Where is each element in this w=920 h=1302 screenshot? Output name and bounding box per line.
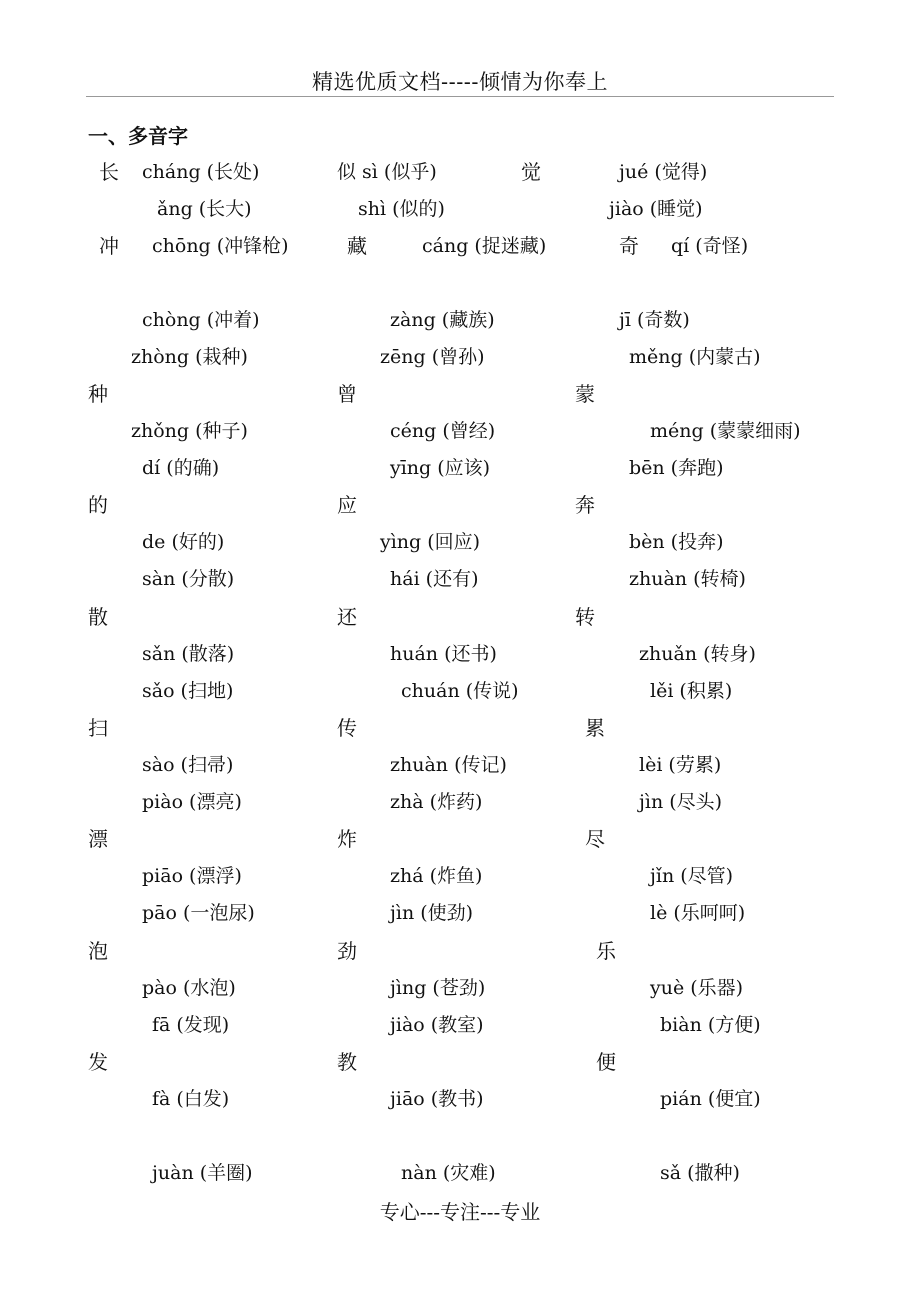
reading-entry: zhǒng (种子) (131, 420, 248, 442)
reading-entry: zhá (炸鱼) (390, 865, 483, 887)
reading-entry: pào (水泡) (142, 977, 236, 999)
reading-entry: jìn (尽头) (639, 791, 723, 813)
headword-le: 乐 (596, 939, 616, 963)
reading-entry: jiào (睡觉) (609, 198, 703, 220)
reading-entry: ǎng (长大) (157, 198, 252, 220)
reading-entry: pāo (一泡尿) (142, 902, 255, 924)
headword-zha: 炸 (337, 827, 357, 851)
headword-san: 散 (88, 605, 108, 629)
reading-entry: biàn (方便) (660, 1014, 761, 1036)
reading-entry: chòng (冲着) (142, 309, 260, 331)
reading-entry: cáng (捉迷藏) (422, 235, 547, 257)
reading-entry: 似 sì (似乎) (337, 161, 437, 183)
reading-entry: lèi (劳累) (639, 754, 722, 776)
reading-entry: shì (似的) (358, 198, 445, 220)
reading-entry: yìng (回应) (380, 531, 481, 553)
headword-hai: 还 (337, 605, 357, 629)
reading-entry: zàng (藏族) (390, 309, 495, 331)
headword-sao: 扫 (88, 716, 108, 740)
reading-entry: zēng (曾孙) (380, 346, 485, 368)
headword-de: 的 (88, 493, 108, 517)
reading-entry: sǎn (散落) (142, 643, 235, 665)
page-footer: 专心---专注---专业 (379, 1200, 541, 1224)
headword-zhong: 种 (88, 382, 108, 406)
headword-chuan: 传 (337, 716, 357, 740)
page-header: 精选优质文档-----倾情为你奉上 (312, 70, 608, 94)
reading-entry: zhuǎn (转身) (639, 643, 756, 665)
headword-jin: 尽 (585, 827, 605, 851)
headword-jiao: 教 (337, 1050, 357, 1074)
headword-chang: 长 (99, 160, 119, 184)
reading-entry: de (好的) (142, 531, 225, 553)
reading-entry: nàn (灾难) (401, 1162, 496, 1184)
headword-piao: 漂 (88, 827, 108, 851)
headword-ben: 奔 (575, 493, 595, 517)
reading-entry: sàn (分散) (142, 568, 235, 590)
reading-entry: fā (发现) (152, 1014, 230, 1036)
section-title: 一、多音字 (88, 124, 188, 148)
headword-chong: 冲 (99, 234, 119, 258)
reading-entry: sǎ (撒种) (660, 1162, 740, 1184)
reading-entry: sào (扫帚) (142, 754, 234, 776)
reading-entry: piāo (漂浮) (142, 865, 242, 887)
reading-entry: chōng (冲锋枪) (152, 235, 289, 257)
reading-entry: jìn (使劲) (390, 902, 474, 924)
reading-entry: zhuàn (转椅) (629, 568, 746, 590)
headword-ying: 应 (337, 493, 357, 517)
headword-jing: 劲 (337, 939, 357, 963)
reading-entry: jìng (苍劲) (390, 977, 486, 999)
headword-cang: 藏 (347, 234, 367, 258)
reading-entry: juàn (羊圈) (152, 1162, 253, 1184)
reading-entry: hái (还有) (390, 568, 479, 590)
reading-entry: yīng (应该) (390, 457, 491, 479)
reading-entry: jiāo (教书) (390, 1088, 484, 1110)
reading-entry: jué (觉得) (619, 161, 708, 183)
headword-bian: 便 (596, 1050, 616, 1074)
reading-entry: huán (还书) (390, 643, 497, 665)
reading-entry: bēn (奔跑) (629, 457, 724, 479)
reading-entry: zhà (炸药) (390, 791, 483, 813)
reading-entry: cháng (长处) (142, 161, 260, 183)
headword-meng: 蒙 (575, 382, 595, 406)
headword-fa: 发 (88, 1050, 108, 1074)
reading-entry: méng (蒙蒙细雨) (650, 420, 801, 442)
reading-entry: bèn (投奔) (629, 531, 724, 553)
reading-entry: pián (便宜) (660, 1088, 761, 1110)
reading-entry: céng (曾经) (390, 420, 496, 442)
reading-entry: jiào (教室) (390, 1014, 484, 1036)
reading-entry: chuán (传说) (401, 680, 519, 702)
reading-entry: lěi (积累) (650, 680, 733, 702)
reading-entry: zhòng (栽种) (131, 346, 248, 368)
headword-zhuan: 转 (575, 605, 595, 629)
reading-entry: qí (奇怪) (671, 235, 749, 257)
reading-entry: měng (内蒙古) (629, 346, 761, 368)
headword-pao: 泡 (88, 939, 108, 963)
reading-entry: dí (的确) (142, 457, 220, 479)
reading-entry: piào (漂亮) (142, 791, 242, 813)
reading-entry: sǎo (扫地) (142, 680, 234, 702)
reading-entry: lè (乐呵呵) (650, 902, 746, 924)
headword-jue: 觉 (521, 160, 541, 184)
reading-entry: yuè (乐器) (650, 977, 744, 999)
headword-lei: 累 (585, 716, 605, 740)
reading-entry: jǐn (尽管) (650, 865, 734, 887)
headword-qi: 奇 (619, 234, 639, 258)
reading-entry: zhuàn (传记) (390, 754, 507, 776)
reading-entry: fà (白发) (152, 1088, 230, 1110)
headword-ceng: 曾 (337, 382, 357, 406)
reading-entry: jī (奇数) (619, 309, 690, 331)
header-divider (86, 96, 834, 97)
